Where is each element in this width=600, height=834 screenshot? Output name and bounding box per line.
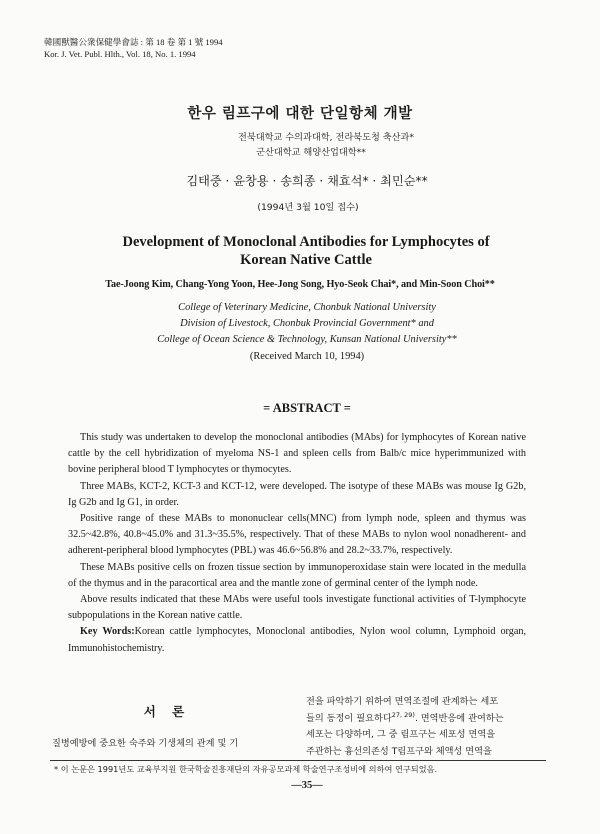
abstract-paragraph: Above results indicated that these MAbs were useful tools investigate functional activities of T-lymphocyte subpopulations in the Korean native cattle. <box>68 594 526 622</box>
english-title <box>0 233 600 269</box>
footnote: * 이 논문은 1991년도 교육부지원 한국학술진흥재단의 자유공모과제 학술연구조성비에 의하여 연구되었음. <box>54 764 438 774</box>
korean-affiliation-1: 전북대학교 수의과대학, 전라북도청 축산과* <box>237 132 415 143</box>
journal-line-english: Kor. J. Vet. Publ. Hlth., Vol. 18, No. 1. 1994 <box>44 49 196 59</box>
intro-right-line <box>306 711 542 728</box>
korean-title: 한우 림프구에 대한 단일항체 개발 <box>187 106 413 122</box>
abstract-paragraph: These MABs positive cells on frozen tissue section by immunoperoxidase stain were located in the medulla of the thymus and in the paracortical area and the mantle zone of germinal center of the lymph node. <box>68 561 526 589</box>
intro-right-column <box>306 694 542 760</box>
english-affiliation-2: Division of Livestock, Chonbuk Provincial Government* and <box>180 318 434 329</box>
english-authors: Tae-Joong Kim, Chang-Yong Yoon, Hee-Jong Song, Hyo-Seok Chai*, and Min-Soon Choi** <box>105 279 495 290</box>
korean-received-date: (1994년 3월 10일 접수) <box>257 202 359 213</box>
english-affiliations <box>0 300 600 348</box>
english-affiliation-1: College of Veterinary Medicine, Chonbuk National University <box>178 302 436 313</box>
abstract-paragraph: This study was undertaken to develop the monoclonal antibodies (MAbs) for lymphocytes of Korean native cattle by the cell hybridization of myeloma NS-1 and spleen cells from Balb/c mice hyperimmunized with bovine peripheral blood T lymphocytes or thymocytes. <box>68 432 526 476</box>
korean-affiliations <box>0 130 600 160</box>
intro-right-text: 들의 동정이 필요하다 <box>306 712 392 724</box>
key-words-label: Key Words: <box>80 626 135 638</box>
citation-superscript: 27, 29) <box>391 710 415 719</box>
journal-header <box>44 36 223 60</box>
intro-right-line: 세포는 다양하며, 그 중 림프구는 세포성 면역을 <box>306 729 496 740</box>
korean-affiliation-2: 군산대학교 해양산업대학** <box>256 147 366 158</box>
abstract-body <box>68 430 526 657</box>
intro-right-line: 전을 파악하기 위하여 면역조절에 관계하는 세포 <box>306 696 499 707</box>
abstract-paragraph: Three MABs, KCT-2, KCT-3 and KCT-12, were developed. The isotype of these MABs was mouse Ig G2b, Ig G2b and Ig G1, in order. <box>68 480 526 508</box>
key-words <box>68 624 526 656</box>
english-title-line-2: Korean Native Cattle <box>240 252 372 268</box>
intro-left-text: 질병예방에 중요한 숙주와 기생체의 관계 및 기 <box>52 738 239 749</box>
footnote-divider <box>50 760 546 761</box>
english-received-date: (Received March 10, 1994) <box>249 351 365 362</box>
english-title-line-1: Development of Monoclonal Antibodies for Lymphocytes of <box>122 234 490 250</box>
intro-left-column <box>52 702 282 752</box>
intro-right-line: 주관하는 흉선의존성 T림프구와 체액성 면역을 <box>306 745 492 757</box>
page-number: —35— <box>291 780 323 791</box>
abstract-heading: = ABSTRACT = <box>263 401 351 415</box>
intro-heading: 서 론 <box>143 704 191 719</box>
journal-line-korean: 韓國獸醫公衆保健學會誌 : 第 18 卷 第 1 號 1994 <box>44 37 223 47</box>
english-affiliation-3: College of Ocean Science & Technology, Kunsan National University** <box>157 334 457 345</box>
korean-authors: 김태중 · 윤창용 · 송희종 · 채효석* · 최민순** <box>186 174 428 188</box>
intro-right-text: . 면역반응에 관여하는 <box>414 712 504 724</box>
abstract-paragraph: Positive range of these MABs to mononuclear cells(MNC) from lymph node, spleen and thymus was 32.5~42.8%, 40.8~45.0% and 31.3~35.5%, respectively. That of these MABs to nylon wool nonadherent- and adherent-peripheral blood lymphocytes (PBL) was 46.6~56.8% and 28.2~33.7%, respectively. <box>68 513 526 557</box>
key-words-text: Korean cattle lymphocytes, Monoclonal antibodies, Nylon wool column, Lymphoid organ, Immunohistochemistry. <box>68 626 526 654</box>
